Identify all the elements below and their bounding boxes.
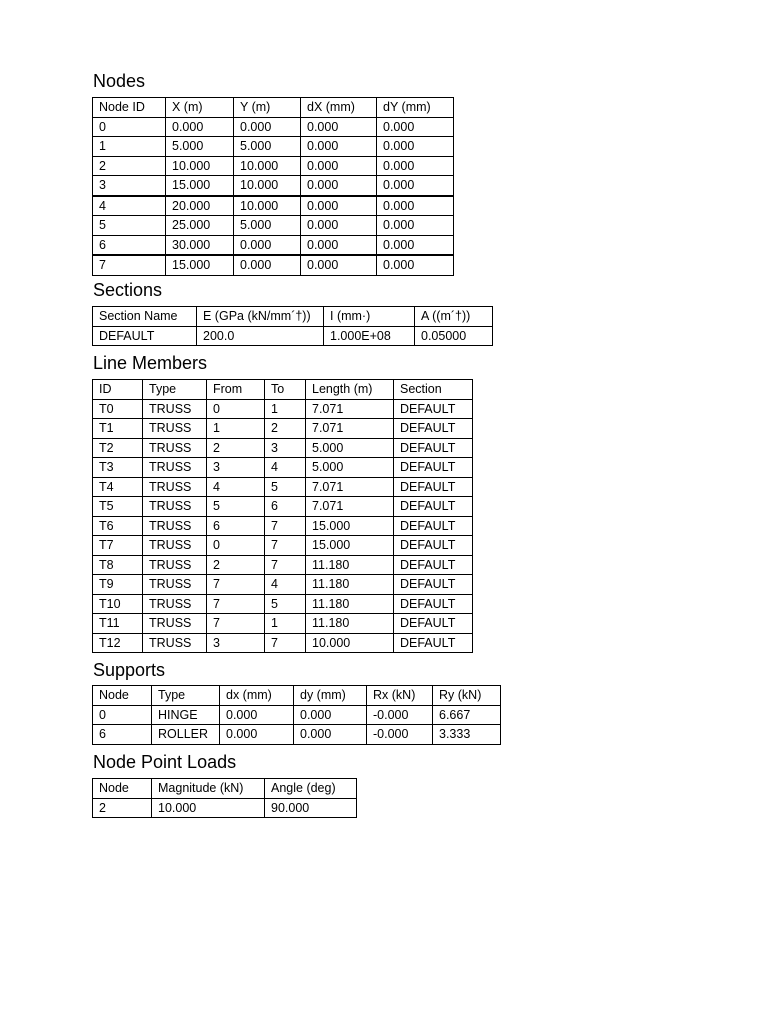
table-cell: DEFAULT	[394, 497, 473, 517]
table-cell: 5.000	[306, 458, 394, 478]
table-cell: 7.071	[306, 399, 394, 419]
column-header: Type	[152, 686, 220, 706]
table-cell: 0.000	[377, 117, 454, 137]
table-cell: 6	[207, 516, 265, 536]
table-cell: 7	[93, 255, 166, 275]
column-header: Node	[93, 779, 152, 799]
nodes-table	[92, 97, 454, 276]
table-cell: 5	[207, 497, 265, 517]
table-cell: 11.180	[306, 575, 394, 595]
table-cell: 0.000	[301, 235, 377, 255]
sections-table	[92, 306, 493, 346]
table-cell: 0.000	[377, 156, 454, 176]
table-cell: HINGE	[152, 705, 220, 725]
table-row	[93, 399, 473, 419]
table-cell: 90.000	[265, 798, 357, 818]
table-cell: TRUSS	[143, 575, 207, 595]
table-header-row	[93, 98, 454, 118]
table-cell: -0.000	[367, 705, 433, 725]
table-cell: T7	[93, 536, 143, 556]
table-row	[93, 798, 357, 818]
table-cell: 3	[207, 633, 265, 653]
table-cell: 5.000	[306, 438, 394, 458]
table-cell: 6.667	[433, 705, 501, 725]
table-cell: T6	[93, 516, 143, 536]
table-cell: 7	[265, 555, 306, 575]
line-members-table	[92, 379, 473, 653]
table-row	[93, 516, 473, 536]
table-cell: 3	[207, 458, 265, 478]
table-cell: 10.000	[234, 176, 301, 196]
table-cell: -0.000	[367, 725, 433, 745]
table-cell: 4	[207, 477, 265, 497]
table-cell: DEFAULT	[394, 614, 473, 634]
table-cell: 7	[207, 614, 265, 634]
table-cell: 2	[265, 419, 306, 439]
table-cell: 15.000	[306, 516, 394, 536]
table-cell: 0.000	[377, 235, 454, 255]
table-cell: 15.000	[306, 536, 394, 556]
line-members-heading: Line Members	[93, 353, 208, 373]
table-cell: TRUSS	[143, 633, 207, 653]
table-cell: DEFAULT	[394, 536, 473, 556]
table-cell: 0.000	[301, 156, 377, 176]
table-cell: TRUSS	[143, 477, 207, 497]
table-cell: 0.000	[294, 705, 367, 725]
table-cell: 30.000	[166, 235, 234, 255]
table-row	[93, 458, 473, 478]
table-cell: 3	[93, 176, 166, 196]
table-cell: 0	[207, 399, 265, 419]
table-row	[93, 255, 454, 275]
table-cell: TRUSS	[143, 594, 207, 614]
node-point-loads-heading: Node Point Loads	[93, 752, 237, 772]
table-row	[93, 156, 454, 176]
column-header: dX (mm)	[301, 98, 377, 118]
table-cell: 0.000	[377, 255, 454, 275]
table-row	[93, 497, 473, 517]
table-cell: 3	[265, 438, 306, 458]
table-cell: 7	[265, 516, 306, 536]
table-cell: DEFAULT	[394, 516, 473, 536]
table-row	[93, 196, 454, 216]
table-row	[93, 536, 473, 556]
table-cell: T8	[93, 555, 143, 575]
table-cell: 5.000	[166, 137, 234, 157]
column-header: Y (m)	[234, 98, 301, 118]
table-cell: DEFAULT	[394, 633, 473, 653]
table-cell: 1.000E+08	[324, 326, 415, 346]
table-cell: 2	[93, 156, 166, 176]
column-header: X (m)	[166, 98, 234, 118]
table-row	[93, 326, 493, 346]
table-cell: 0.05000	[415, 326, 493, 346]
table-cell: 10.000	[234, 196, 301, 216]
table-cell: 0.000	[166, 117, 234, 137]
table-row	[93, 137, 454, 157]
table-row	[93, 235, 454, 255]
column-header: dy (mm)	[294, 686, 367, 706]
column-header: dx (mm)	[220, 686, 294, 706]
table-cell: DEFAULT	[394, 594, 473, 614]
column-header: From	[207, 380, 265, 400]
table-row	[93, 575, 473, 595]
column-header: A ((m´†))	[415, 307, 493, 327]
table-cell: 4	[93, 196, 166, 216]
table-cell: TRUSS	[143, 516, 207, 536]
table-cell: TRUSS	[143, 497, 207, 517]
column-header: I (mm·)	[324, 307, 415, 327]
table-cell: 10.000	[166, 156, 234, 176]
column-header: Ry (kN)	[433, 686, 501, 706]
table-cell: 11.180	[306, 614, 394, 634]
column-header: Rx (kN)	[367, 686, 433, 706]
nodes-heading: Nodes	[93, 71, 146, 91]
table-cell: DEFAULT	[93, 326, 197, 346]
table-cell: 5	[93, 216, 166, 236]
table-cell: T1	[93, 419, 143, 439]
column-header: Angle (deg)	[265, 779, 357, 799]
table-cell: 2	[207, 438, 265, 458]
table-cell: 7	[207, 594, 265, 614]
table-cell: 11.180	[306, 594, 394, 614]
table-cell: 0.000	[220, 725, 294, 745]
table-cell: 0.000	[234, 235, 301, 255]
table-cell: DEFAULT	[394, 399, 473, 419]
table-cell: 1	[207, 419, 265, 439]
table-cell: T0	[93, 399, 143, 419]
sections-heading: Sections	[93, 280, 163, 300]
supports-heading: Supports	[93, 660, 166, 680]
table-cell: T9	[93, 575, 143, 595]
table-cell: 5	[265, 477, 306, 497]
table-cell: 1	[265, 399, 306, 419]
table-cell: TRUSS	[143, 536, 207, 556]
table-cell: 0.000	[220, 705, 294, 725]
column-header: dY (mm)	[377, 98, 454, 118]
table-cell: 0.000	[301, 137, 377, 157]
table-cell: 15.000	[166, 255, 234, 275]
table-cell: 2	[207, 555, 265, 575]
table-cell: 0.000	[301, 117, 377, 137]
table-cell: 0.000	[377, 216, 454, 236]
table-row	[93, 594, 473, 614]
column-header: Length (m)	[306, 380, 394, 400]
table-cell: 2	[93, 798, 152, 818]
table-cell: 7	[207, 575, 265, 595]
table-row	[93, 633, 473, 653]
table-cell: 6	[93, 235, 166, 255]
table-cell: T5	[93, 497, 143, 517]
table-cell: 4	[265, 575, 306, 595]
table-cell: 0.000	[301, 176, 377, 196]
table-cell: 0.000	[234, 117, 301, 137]
table-row	[93, 216, 454, 236]
table-cell: T2	[93, 438, 143, 458]
table-cell: DEFAULT	[394, 419, 473, 439]
column-header: Magnitude (kN)	[152, 779, 265, 799]
table-cell: T11	[93, 614, 143, 634]
table-cell: DEFAULT	[394, 438, 473, 458]
table-header-row	[93, 686, 501, 706]
table-cell: 0.000	[377, 196, 454, 216]
table-cell: 1	[265, 614, 306, 634]
node-point-loads-table	[92, 778, 357, 818]
column-header: To	[265, 380, 306, 400]
table-cell: 4	[265, 458, 306, 478]
table-cell: 5.000	[234, 216, 301, 236]
table-cell: 7	[265, 536, 306, 556]
table-cell: 7	[265, 633, 306, 653]
table-cell: T3	[93, 458, 143, 478]
column-header: Node	[93, 686, 152, 706]
table-cell: 0	[207, 536, 265, 556]
table-cell: T10	[93, 594, 143, 614]
table-cell: 0.000	[294, 725, 367, 745]
column-header: E (GPa (kN/mm´†))	[197, 307, 324, 327]
table-cell: 0.000	[377, 176, 454, 196]
table-cell: 10.000	[152, 798, 265, 818]
table-cell: 10.000	[306, 633, 394, 653]
table-cell: 0	[93, 117, 166, 137]
table-cell: TRUSS	[143, 555, 207, 575]
table-cell: 6	[93, 725, 152, 745]
table-cell: 1	[93, 137, 166, 157]
table-cell: 0.000	[301, 255, 377, 275]
table-cell: 7.071	[306, 419, 394, 439]
column-header: Section	[394, 380, 473, 400]
table-row	[93, 614, 473, 634]
table-cell: DEFAULT	[394, 477, 473, 497]
table-cell: 11.180	[306, 555, 394, 575]
table-row	[93, 419, 473, 439]
table-cell: 10.000	[234, 156, 301, 176]
supports-table	[92, 685, 501, 745]
table-cell: 200.0	[197, 326, 324, 346]
table-header-row	[93, 779, 357, 799]
table-cell: DEFAULT	[394, 458, 473, 478]
column-header: ID	[93, 380, 143, 400]
column-header: Node ID	[93, 98, 166, 118]
table-row	[93, 555, 473, 575]
table-row	[93, 725, 501, 745]
column-header: Type	[143, 380, 207, 400]
table-header-row	[93, 380, 473, 400]
table-cell: T12	[93, 633, 143, 653]
table-cell: 0.000	[301, 196, 377, 216]
table-cell: T4	[93, 477, 143, 497]
table-header-row	[93, 307, 493, 327]
table-cell: 7.071	[306, 497, 394, 517]
table-cell: 5	[265, 594, 306, 614]
table-row	[93, 176, 454, 196]
table-row	[93, 477, 473, 497]
table-cell: 3.333	[433, 725, 501, 745]
table-cell: 7.071	[306, 477, 394, 497]
column-header: Section Name	[93, 307, 197, 327]
table-cell: TRUSS	[143, 614, 207, 634]
table-row	[93, 117, 454, 137]
table-cell: TRUSS	[143, 438, 207, 458]
table-row	[93, 438, 473, 458]
table-cell: TRUSS	[143, 419, 207, 439]
table-cell: 6	[265, 497, 306, 517]
table-cell: TRUSS	[143, 399, 207, 419]
table-cell: 25.000	[166, 216, 234, 236]
table-cell: DEFAULT	[394, 555, 473, 575]
table-cell: DEFAULT	[394, 575, 473, 595]
table-cell: 0.000	[301, 216, 377, 236]
table-cell: ROLLER	[152, 725, 220, 745]
table-cell: 0.000	[377, 137, 454, 157]
table-cell: TRUSS	[143, 458, 207, 478]
table-cell: 0.000	[234, 255, 301, 275]
table-cell: 5.000	[234, 137, 301, 157]
table-row	[93, 705, 501, 725]
table-cell: 0	[93, 705, 152, 725]
table-cell: 15.000	[166, 176, 234, 196]
table-cell: 20.000	[166, 196, 234, 216]
